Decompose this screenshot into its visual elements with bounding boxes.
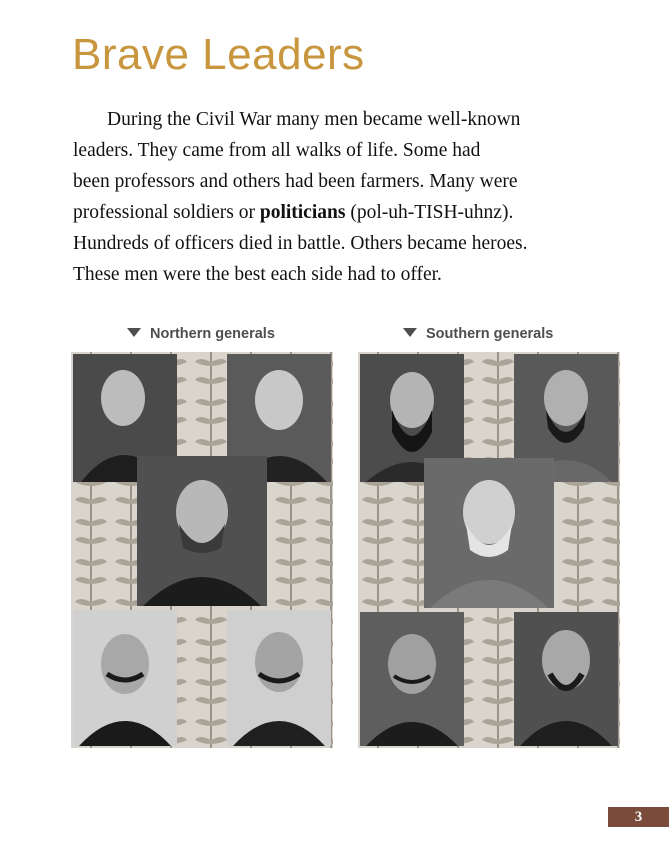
north-caption-text: Northern generals bbox=[150, 326, 275, 342]
paragraph-line: During the Civil War many men became well-known bbox=[107, 109, 521, 130]
paragraph-line bbox=[73, 197, 613, 228]
north-caption bbox=[127, 326, 275, 342]
south-caption-text: Southern generals bbox=[426, 326, 554, 342]
southern-generals-image bbox=[358, 352, 620, 748]
paragraph-text: professional soldiers or bbox=[73, 202, 260, 223]
glossary-term[interactable]: politicians bbox=[259, 202, 346, 223]
portrait-bottom-left bbox=[360, 612, 464, 746]
page-number: 3 bbox=[608, 807, 669, 827]
portrait-bottom-right bbox=[227, 610, 331, 746]
portrait-collage bbox=[71, 352, 333, 748]
portrait-center bbox=[137, 456, 267, 606]
paragraph-line: leaders. They came from all walks of life. Some had bbox=[73, 140, 481, 161]
portrait-bottom-left bbox=[73, 610, 177, 746]
portrait-collage bbox=[358, 352, 620, 748]
portrait-bottom-right bbox=[514, 612, 618, 746]
triangle-down-icon bbox=[403, 328, 417, 337]
south-caption bbox=[403, 326, 553, 342]
northern-generals-image bbox=[71, 352, 333, 748]
triangle-down-icon bbox=[127, 328, 141, 337]
portrait-center bbox=[424, 458, 554, 608]
paragraph-line: Hundreds of officers died in battle. Others became heroes. bbox=[73, 233, 528, 254]
pronunciation: (pol-uh-TISH-uhnz). bbox=[345, 202, 514, 223]
page-title: Brave Leaders bbox=[72, 30, 365, 79]
paragraph-line: These men were the best each side had to offer. bbox=[73, 264, 442, 285]
body-paragraph bbox=[73, 104, 613, 290]
paragraph-line: been professors and others had been farmers. Many were bbox=[73, 171, 518, 192]
